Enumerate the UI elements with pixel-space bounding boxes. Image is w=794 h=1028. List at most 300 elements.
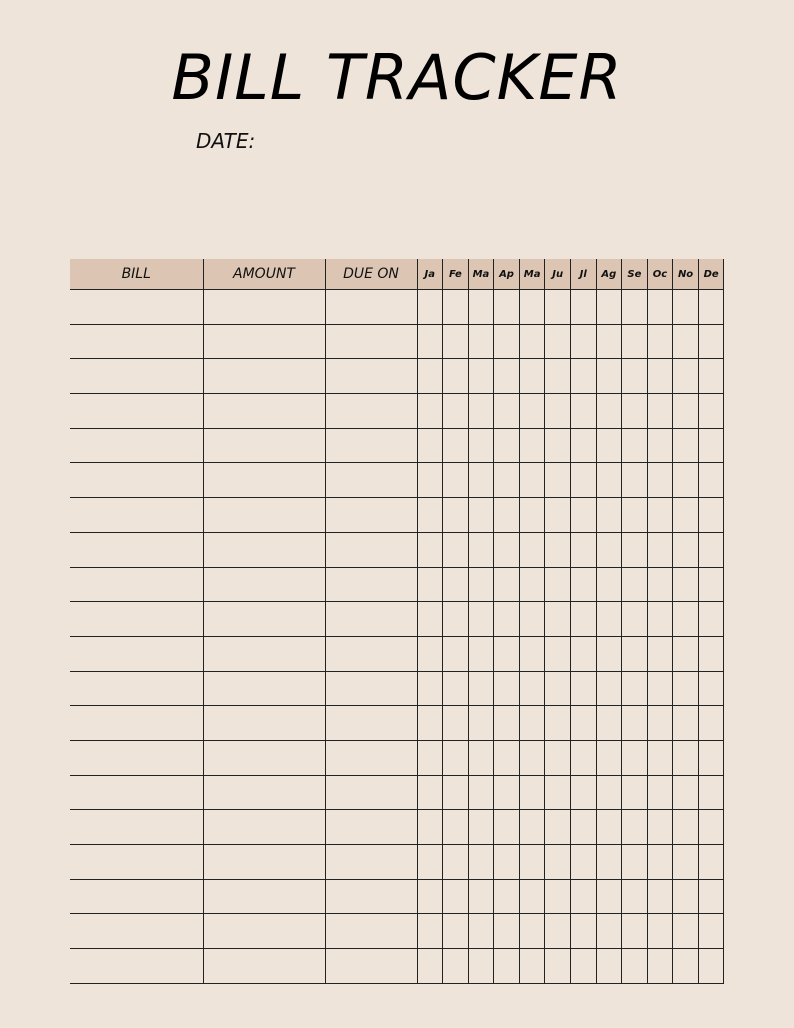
month-check-cell[interactable] xyxy=(519,463,545,498)
month-check-cell[interactable] xyxy=(622,463,648,498)
month-check-cell[interactable] xyxy=(622,706,648,741)
month-check-cell[interactable] xyxy=(698,290,724,325)
month-check-cell[interactable] xyxy=(417,498,443,533)
month-check-cell[interactable] xyxy=(417,949,443,984)
month-check-cell[interactable] xyxy=(570,671,596,706)
month-check-cell[interactable] xyxy=(647,532,673,567)
month-check-cell[interactable] xyxy=(417,324,443,359)
month-check-cell[interactable] xyxy=(647,845,673,880)
month-check-cell[interactable] xyxy=(570,290,596,325)
month-check-cell[interactable] xyxy=(698,463,724,498)
due-on-cell[interactable] xyxy=(325,463,417,498)
month-check-cell[interactable] xyxy=(545,532,571,567)
month-check-cell[interactable] xyxy=(417,775,443,810)
month-check-cell[interactable] xyxy=(519,532,545,567)
month-check-cell[interactable] xyxy=(443,775,469,810)
month-check-cell[interactable] xyxy=(468,914,494,949)
month-check-cell[interactable] xyxy=(622,949,648,984)
month-check-cell[interactable] xyxy=(494,671,520,706)
month-check-cell[interactable] xyxy=(596,740,622,775)
due-on-cell[interactable] xyxy=(325,671,417,706)
month-check-cell[interactable] xyxy=(596,567,622,602)
month-check-cell[interactable] xyxy=(494,740,520,775)
month-check-cell[interactable] xyxy=(468,428,494,463)
month-check-cell[interactable] xyxy=(673,845,699,880)
month-check-cell[interactable] xyxy=(673,879,699,914)
month-check-cell[interactable] xyxy=(468,324,494,359)
due-on-cell[interactable] xyxy=(325,949,417,984)
month-check-cell[interactable] xyxy=(596,324,622,359)
month-check-cell[interactable] xyxy=(494,845,520,880)
month-check-cell[interactable] xyxy=(698,775,724,810)
month-check-cell[interactable] xyxy=(622,602,648,637)
month-check-cell[interactable] xyxy=(622,428,648,463)
month-check-cell[interactable] xyxy=(417,740,443,775)
month-check-cell[interactable] xyxy=(698,845,724,880)
month-check-cell[interactable] xyxy=(417,636,443,671)
bill-cell[interactable] xyxy=(70,740,203,775)
bill-cell[interactable] xyxy=(70,498,203,533)
month-check-cell[interactable] xyxy=(545,428,571,463)
month-check-cell[interactable] xyxy=(570,602,596,637)
month-check-cell[interactable] xyxy=(673,324,699,359)
due-on-cell[interactable] xyxy=(325,498,417,533)
month-check-cell[interactable] xyxy=(545,671,571,706)
month-check-cell[interactable] xyxy=(519,914,545,949)
amount-cell[interactable] xyxy=(203,463,325,498)
month-check-cell[interactable] xyxy=(698,567,724,602)
bill-cell[interactable] xyxy=(70,602,203,637)
month-check-cell[interactable] xyxy=(570,463,596,498)
month-check-cell[interactable] xyxy=(494,324,520,359)
month-check-cell[interactable] xyxy=(545,845,571,880)
month-check-cell[interactable] xyxy=(596,290,622,325)
month-check-cell[interactable] xyxy=(622,290,648,325)
month-check-cell[interactable] xyxy=(596,671,622,706)
amount-cell[interactable] xyxy=(203,602,325,637)
month-check-cell[interactable] xyxy=(596,428,622,463)
month-check-cell[interactable] xyxy=(698,359,724,394)
month-check-cell[interactable] xyxy=(443,498,469,533)
month-check-cell[interactable] xyxy=(443,602,469,637)
month-check-cell[interactable] xyxy=(494,359,520,394)
month-check-cell[interactable] xyxy=(545,636,571,671)
month-check-cell[interactable] xyxy=(494,879,520,914)
month-check-cell[interactable] xyxy=(647,498,673,533)
month-check-cell[interactable] xyxy=(417,810,443,845)
amount-cell[interactable] xyxy=(203,498,325,533)
month-check-cell[interactable] xyxy=(443,567,469,602)
month-check-cell[interactable] xyxy=(647,879,673,914)
month-check-cell[interactable] xyxy=(673,428,699,463)
month-check-cell[interactable] xyxy=(519,359,545,394)
month-check-cell[interactable] xyxy=(673,775,699,810)
month-check-cell[interactable] xyxy=(596,498,622,533)
month-check-cell[interactable] xyxy=(698,636,724,671)
month-check-cell[interactable] xyxy=(596,914,622,949)
month-check-cell[interactable] xyxy=(443,324,469,359)
month-check-cell[interactable] xyxy=(647,463,673,498)
month-check-cell[interactable] xyxy=(545,567,571,602)
month-check-cell[interactable] xyxy=(622,914,648,949)
month-check-cell[interactable] xyxy=(494,394,520,429)
month-check-cell[interactable] xyxy=(647,636,673,671)
bill-cell[interactable] xyxy=(70,394,203,429)
month-check-cell[interactable] xyxy=(519,740,545,775)
month-check-cell[interactable] xyxy=(622,671,648,706)
bill-cell[interactable] xyxy=(70,671,203,706)
bill-cell[interactable] xyxy=(70,775,203,810)
month-check-cell[interactable] xyxy=(545,394,571,429)
amount-cell[interactable] xyxy=(203,636,325,671)
amount-cell[interactable] xyxy=(203,740,325,775)
amount-cell[interactable] xyxy=(203,394,325,429)
month-check-cell[interactable] xyxy=(622,394,648,429)
amount-cell[interactable] xyxy=(203,879,325,914)
month-check-cell[interactable] xyxy=(494,498,520,533)
month-check-cell[interactable] xyxy=(647,567,673,602)
month-check-cell[interactable] xyxy=(443,706,469,741)
month-check-cell[interactable] xyxy=(570,914,596,949)
month-check-cell[interactable] xyxy=(468,290,494,325)
month-check-cell[interactable] xyxy=(545,324,571,359)
amount-cell[interactable] xyxy=(203,706,325,741)
month-check-cell[interactable] xyxy=(494,914,520,949)
due-on-cell[interactable] xyxy=(325,428,417,463)
month-check-cell[interactable] xyxy=(673,706,699,741)
due-on-cell[interactable] xyxy=(325,879,417,914)
month-check-cell[interactable] xyxy=(443,636,469,671)
month-check-cell[interactable] xyxy=(647,359,673,394)
month-check-cell[interactable] xyxy=(596,810,622,845)
month-check-cell[interactable] xyxy=(570,428,596,463)
month-check-cell[interactable] xyxy=(545,879,571,914)
amount-cell[interactable] xyxy=(203,914,325,949)
month-check-cell[interactable] xyxy=(698,740,724,775)
month-check-cell[interactable] xyxy=(698,532,724,567)
month-check-cell[interactable] xyxy=(417,463,443,498)
month-check-cell[interactable] xyxy=(417,602,443,637)
month-check-cell[interactable] xyxy=(545,914,571,949)
month-check-cell[interactable] xyxy=(570,845,596,880)
month-check-cell[interactable] xyxy=(647,602,673,637)
month-check-cell[interactable] xyxy=(570,879,596,914)
month-check-cell[interactable] xyxy=(596,636,622,671)
month-check-cell[interactable] xyxy=(443,290,469,325)
month-check-cell[interactable] xyxy=(673,359,699,394)
month-check-cell[interactable] xyxy=(519,602,545,637)
month-check-cell[interactable] xyxy=(673,602,699,637)
month-check-cell[interactable] xyxy=(545,810,571,845)
month-check-cell[interactable] xyxy=(519,845,545,880)
bill-cell[interactable] xyxy=(70,324,203,359)
month-check-cell[interactable] xyxy=(673,914,699,949)
due-on-cell[interactable] xyxy=(325,290,417,325)
month-check-cell[interactable] xyxy=(494,706,520,741)
month-check-cell[interactable] xyxy=(494,290,520,325)
month-check-cell[interactable] xyxy=(545,602,571,637)
month-check-cell[interactable] xyxy=(622,324,648,359)
month-check-cell[interactable] xyxy=(443,740,469,775)
bill-cell[interactable] xyxy=(70,914,203,949)
month-check-cell[interactable] xyxy=(570,498,596,533)
month-check-cell[interactable] xyxy=(596,706,622,741)
month-check-cell[interactable] xyxy=(570,359,596,394)
month-check-cell[interactable] xyxy=(443,532,469,567)
month-check-cell[interactable] xyxy=(596,359,622,394)
month-check-cell[interactable] xyxy=(673,567,699,602)
due-on-cell[interactable] xyxy=(325,775,417,810)
month-check-cell[interactable] xyxy=(545,290,571,325)
month-check-cell[interactable] xyxy=(443,671,469,706)
month-check-cell[interactable] xyxy=(443,845,469,880)
due-on-cell[interactable] xyxy=(325,602,417,637)
month-check-cell[interactable] xyxy=(570,949,596,984)
month-check-cell[interactable] xyxy=(443,949,469,984)
due-on-cell[interactable] xyxy=(325,914,417,949)
month-check-cell[interactable] xyxy=(673,394,699,429)
month-check-cell[interactable] xyxy=(519,428,545,463)
month-check-cell[interactable] xyxy=(570,636,596,671)
month-check-cell[interactable] xyxy=(519,706,545,741)
month-check-cell[interactable] xyxy=(647,671,673,706)
month-check-cell[interactable] xyxy=(468,671,494,706)
month-check-cell[interactable] xyxy=(570,775,596,810)
month-check-cell[interactable] xyxy=(698,394,724,429)
month-check-cell[interactable] xyxy=(596,879,622,914)
month-check-cell[interactable] xyxy=(647,324,673,359)
month-check-cell[interactable] xyxy=(417,706,443,741)
bill-cell[interactable] xyxy=(70,532,203,567)
month-check-cell[interactable] xyxy=(417,394,443,429)
month-check-cell[interactable] xyxy=(570,567,596,602)
month-check-cell[interactable] xyxy=(647,394,673,429)
month-check-cell[interactable] xyxy=(468,532,494,567)
month-check-cell[interactable] xyxy=(647,949,673,984)
month-check-cell[interactable] xyxy=(519,394,545,429)
month-check-cell[interactable] xyxy=(622,879,648,914)
month-check-cell[interactable] xyxy=(468,810,494,845)
month-check-cell[interactable] xyxy=(519,498,545,533)
month-check-cell[interactable] xyxy=(673,290,699,325)
month-check-cell[interactable] xyxy=(468,740,494,775)
due-on-cell[interactable] xyxy=(325,706,417,741)
month-check-cell[interactable] xyxy=(545,463,571,498)
month-check-cell[interactable] xyxy=(673,463,699,498)
month-check-cell[interactable] xyxy=(647,290,673,325)
month-check-cell[interactable] xyxy=(647,775,673,810)
month-check-cell[interactable] xyxy=(468,498,494,533)
month-check-cell[interactable] xyxy=(698,706,724,741)
bill-cell[interactable] xyxy=(70,463,203,498)
month-check-cell[interactable] xyxy=(545,949,571,984)
month-check-cell[interactable] xyxy=(596,394,622,429)
amount-cell[interactable] xyxy=(203,532,325,567)
bill-cell[interactable] xyxy=(70,949,203,984)
month-check-cell[interactable] xyxy=(519,949,545,984)
month-check-cell[interactable] xyxy=(570,810,596,845)
month-check-cell[interactable] xyxy=(468,463,494,498)
month-check-cell[interactable] xyxy=(417,845,443,880)
due-on-cell[interactable] xyxy=(325,740,417,775)
month-check-cell[interactable] xyxy=(673,532,699,567)
amount-cell[interactable] xyxy=(203,290,325,325)
month-check-cell[interactable] xyxy=(468,567,494,602)
amount-cell[interactable] xyxy=(203,324,325,359)
month-check-cell[interactable] xyxy=(417,914,443,949)
month-check-cell[interactable] xyxy=(545,775,571,810)
month-check-cell[interactable] xyxy=(468,359,494,394)
month-check-cell[interactable] xyxy=(673,498,699,533)
month-check-cell[interactable] xyxy=(494,602,520,637)
month-check-cell[interactable] xyxy=(443,879,469,914)
month-check-cell[interactable] xyxy=(622,532,648,567)
month-check-cell[interactable] xyxy=(494,567,520,602)
month-check-cell[interactable] xyxy=(570,740,596,775)
bill-cell[interactable] xyxy=(70,359,203,394)
month-check-cell[interactable] xyxy=(468,602,494,637)
month-check-cell[interactable] xyxy=(519,290,545,325)
month-check-cell[interactable] xyxy=(570,394,596,429)
due-on-cell[interactable] xyxy=(325,532,417,567)
month-check-cell[interactable] xyxy=(417,879,443,914)
month-check-cell[interactable] xyxy=(622,567,648,602)
month-check-cell[interactable] xyxy=(622,498,648,533)
month-check-cell[interactable] xyxy=(443,428,469,463)
month-check-cell[interactable] xyxy=(673,636,699,671)
month-check-cell[interactable] xyxy=(468,394,494,429)
month-check-cell[interactable] xyxy=(494,532,520,567)
month-check-cell[interactable] xyxy=(596,463,622,498)
month-check-cell[interactable] xyxy=(673,671,699,706)
bill-cell[interactable] xyxy=(70,706,203,741)
month-check-cell[interactable] xyxy=(596,602,622,637)
month-check-cell[interactable] xyxy=(468,879,494,914)
month-check-cell[interactable] xyxy=(622,636,648,671)
due-on-cell[interactable] xyxy=(325,810,417,845)
month-check-cell[interactable] xyxy=(673,740,699,775)
month-check-cell[interactable] xyxy=(570,324,596,359)
month-check-cell[interactable] xyxy=(596,845,622,880)
bill-cell[interactable] xyxy=(70,810,203,845)
month-check-cell[interactable] xyxy=(596,532,622,567)
amount-cell[interactable] xyxy=(203,845,325,880)
month-check-cell[interactable] xyxy=(698,498,724,533)
month-check-cell[interactable] xyxy=(698,324,724,359)
due-on-cell[interactable] xyxy=(325,324,417,359)
month-check-cell[interactable] xyxy=(417,359,443,394)
month-check-cell[interactable] xyxy=(443,359,469,394)
month-check-cell[interactable] xyxy=(417,532,443,567)
amount-cell[interactable] xyxy=(203,671,325,706)
month-check-cell[interactable] xyxy=(570,706,596,741)
month-check-cell[interactable] xyxy=(647,706,673,741)
bill-cell[interactable] xyxy=(70,428,203,463)
amount-cell[interactable] xyxy=(203,428,325,463)
month-check-cell[interactable] xyxy=(494,949,520,984)
month-check-cell[interactable] xyxy=(443,394,469,429)
month-check-cell[interactable] xyxy=(647,740,673,775)
bill-cell[interactable] xyxy=(70,636,203,671)
month-check-cell[interactable] xyxy=(622,775,648,810)
month-check-cell[interactable] xyxy=(443,810,469,845)
month-check-cell[interactable] xyxy=(698,602,724,637)
month-check-cell[interactable] xyxy=(698,428,724,463)
month-check-cell[interactable] xyxy=(519,636,545,671)
month-check-cell[interactable] xyxy=(494,428,520,463)
amount-cell[interactable] xyxy=(203,810,325,845)
month-check-cell[interactable] xyxy=(698,879,724,914)
month-check-cell[interactable] xyxy=(622,359,648,394)
month-check-cell[interactable] xyxy=(519,879,545,914)
month-check-cell[interactable] xyxy=(698,914,724,949)
amount-cell[interactable] xyxy=(203,775,325,810)
month-check-cell[interactable] xyxy=(468,845,494,880)
month-check-cell[interactable] xyxy=(468,949,494,984)
bill-cell[interactable] xyxy=(70,879,203,914)
month-check-cell[interactable] xyxy=(519,567,545,602)
month-check-cell[interactable] xyxy=(622,810,648,845)
month-check-cell[interactable] xyxy=(673,949,699,984)
month-check-cell[interactable] xyxy=(545,740,571,775)
month-check-cell[interactable] xyxy=(545,498,571,533)
amount-cell[interactable] xyxy=(203,567,325,602)
month-check-cell[interactable] xyxy=(468,636,494,671)
month-check-cell[interactable] xyxy=(443,914,469,949)
month-check-cell[interactable] xyxy=(545,706,571,741)
due-on-cell[interactable] xyxy=(325,845,417,880)
due-on-cell[interactable] xyxy=(325,567,417,602)
bill-cell[interactable] xyxy=(70,567,203,602)
month-check-cell[interactable] xyxy=(698,810,724,845)
month-check-cell[interactable] xyxy=(596,775,622,810)
bill-cell[interactable] xyxy=(70,290,203,325)
month-check-cell[interactable] xyxy=(417,671,443,706)
month-check-cell[interactable] xyxy=(417,567,443,602)
due-on-cell[interactable] xyxy=(325,394,417,429)
month-check-cell[interactable] xyxy=(698,949,724,984)
month-check-cell[interactable] xyxy=(519,671,545,706)
due-on-cell[interactable] xyxy=(325,636,417,671)
month-check-cell[interactable] xyxy=(545,359,571,394)
month-check-cell[interactable] xyxy=(673,810,699,845)
due-on-cell[interactable] xyxy=(325,359,417,394)
amount-cell[interactable] xyxy=(203,359,325,394)
month-check-cell[interactable] xyxy=(417,428,443,463)
month-check-cell[interactable] xyxy=(647,810,673,845)
month-check-cell[interactable] xyxy=(622,845,648,880)
month-check-cell[interactable] xyxy=(468,706,494,741)
month-check-cell[interactable] xyxy=(468,775,494,810)
month-check-cell[interactable] xyxy=(647,914,673,949)
month-check-cell[interactable] xyxy=(622,740,648,775)
month-check-cell[interactable] xyxy=(519,775,545,810)
amount-cell[interactable] xyxy=(203,949,325,984)
month-check-cell[interactable] xyxy=(519,810,545,845)
month-check-cell[interactable] xyxy=(596,949,622,984)
month-check-cell[interactable] xyxy=(494,810,520,845)
month-check-cell[interactable] xyxy=(417,290,443,325)
month-check-cell[interactable] xyxy=(443,463,469,498)
month-check-cell[interactable] xyxy=(698,671,724,706)
bill-cell[interactable] xyxy=(70,845,203,880)
month-check-cell[interactable] xyxy=(519,324,545,359)
month-check-cell[interactable] xyxy=(494,463,520,498)
month-check-cell[interactable] xyxy=(494,636,520,671)
month-check-cell[interactable] xyxy=(647,428,673,463)
month-check-cell[interactable] xyxy=(494,775,520,810)
month-check-cell[interactable] xyxy=(570,532,596,567)
